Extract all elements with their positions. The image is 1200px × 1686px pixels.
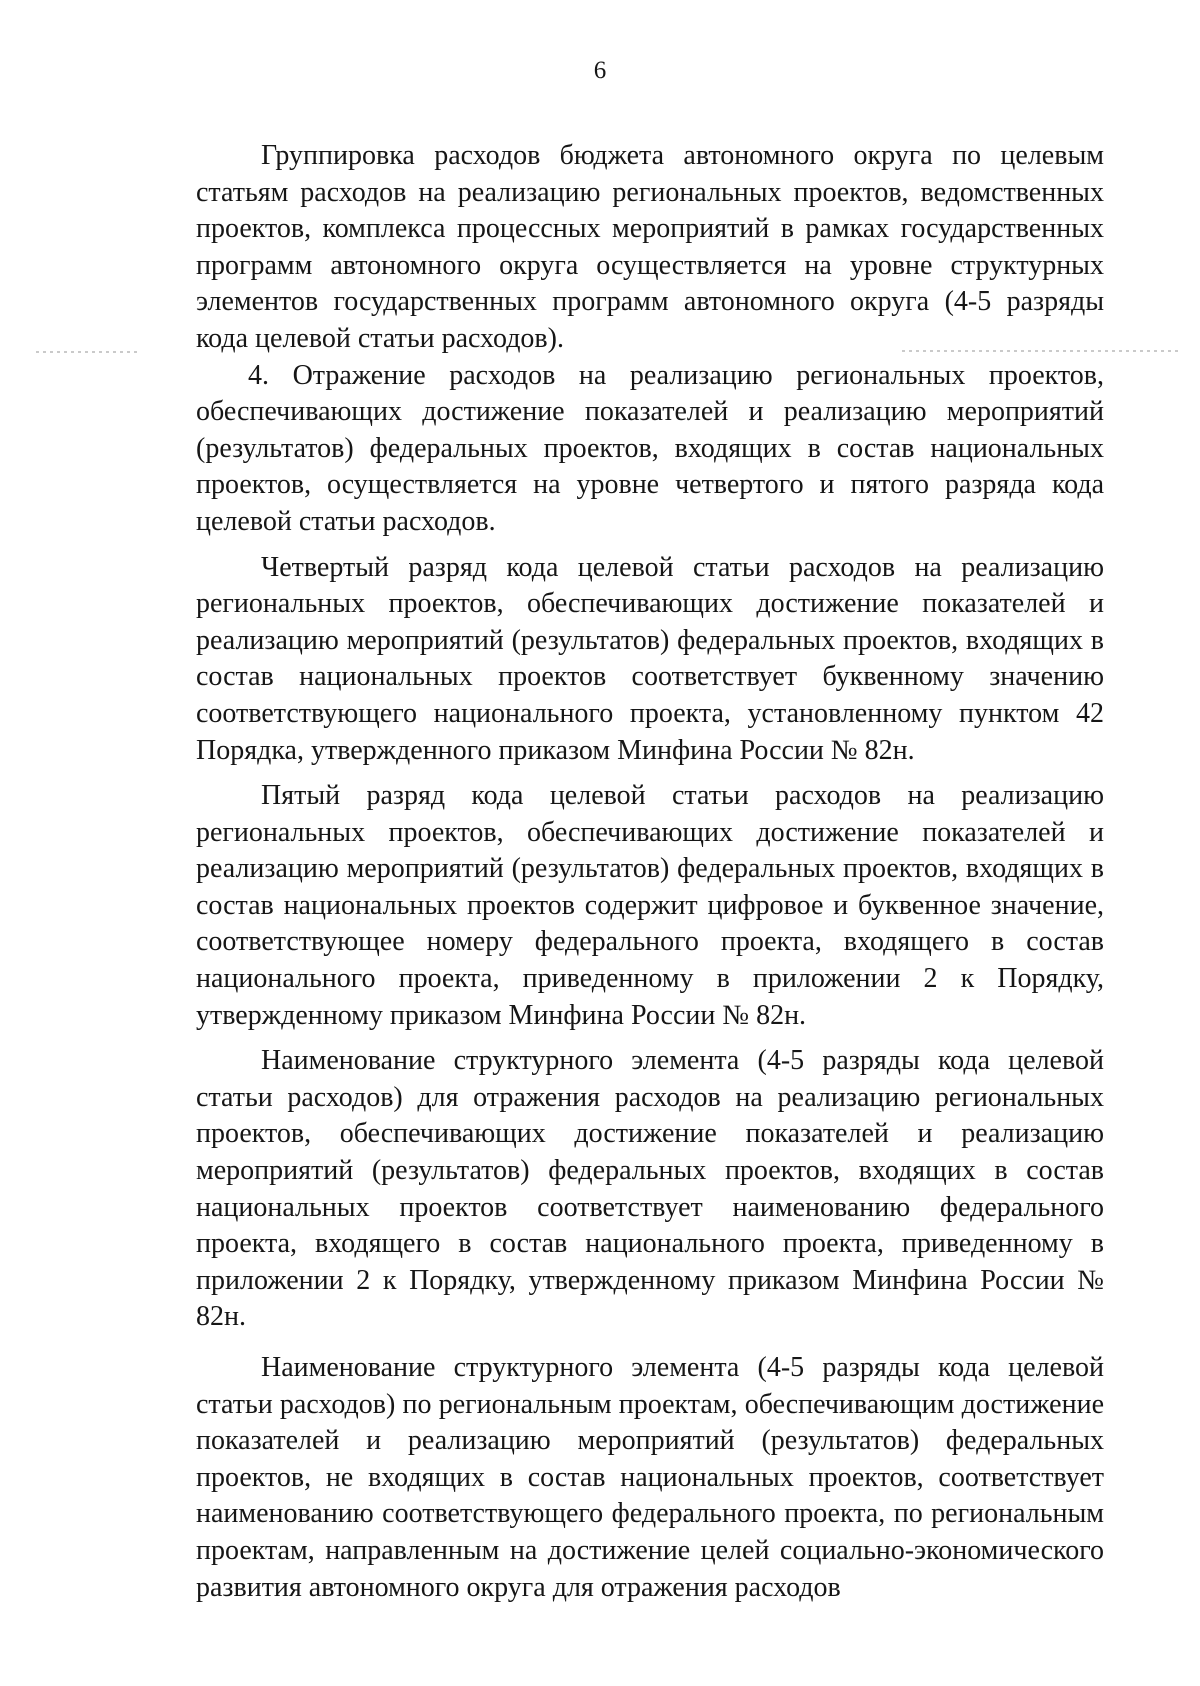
paragraph-element-name-federal: Наименование структурного элемента (4-5 разряды кода целевой статьи расходов) по региональным проектам, обеспечивающим достижение показателей и реализацию мероприятий (результатов) федеральных проектов, не входящих в состав национальных проектов, соответствует наименованию соответствующего федерального проекта, по региональным проектам, направленным на достижение целей социально-экономического развития автономного округа для отражения расходов bbox=[196, 1352, 1104, 1603]
paragraph-fifth-digit: Пятый разряд кода целевой статьи расходов на реализацию региональных проектов, обеспечивающих достижение показателей и реализацию мероприятий (результатов) федеральных проектов, входящих в состав национальных проектов содержит цифровое и буквенное значение, соответствующее номеру федерального проекта, входящего в состав национального проекта, приведенному в приложении 2 к Порядку, утвержденному приказом Минфина России № 82н. bbox=[196, 780, 1104, 1031]
document-body bbox=[196, 138, 1104, 1606]
scan-artifact-left bbox=[36, 351, 140, 353]
page-number: 6 bbox=[593, 57, 607, 84]
paragraph-item-4: 4. Отражение расходов на реализацию региональных проектов, обеспечивающих достижение показателей и реализацию мероприятий (результатов) федеральных проектов, входящих в состав национальных проектов, осуществляется на уровне четвертого и пятого разряда кода целевой статьи расходов. bbox=[196, 359, 1104, 537]
paragraph-element-name-national: Наименование структурного элемента (4-5 разряды кода целевой статьи расходов) для отражения расходов на реализацию региональных проектов, обеспечивающих достижение показателей и реализацию мероприятий (результатов) федеральных проектов, входящих в состав национальных проектов соответствует наименованию федерального проекта, входящего в состав национального проекта, приведенному в приложении 2 к Порядку, утвержденному приказом Минфина России № 82н. bbox=[196, 1045, 1104, 1333]
paragraph-fourth-digit: Четвертый разряд кода целевой статьи расходов на реализацию региональных проектов, обеспечивающих достижение показателей и реализацию мероприятий (результатов) федеральных проектов, входящих в состав национальных проектов соответствует буквенному значению соответствующего национального проекта, установленному пунктом 42 Порядка, утвержденного приказом Минфина России № 82н. bbox=[196, 551, 1104, 766]
paragraph-grouping-expenses: Группировка расходов бюджета автономного округа по целевым статьям расходов на реализацию региональных проектов, ведомственных проектов, комплекса процессных мероприятий в рамках государственных программ автономного округа осуществляется на уровне структурных элементов государственных программ автономного округа (4-5 разряды кода целевой статьи расходов). bbox=[196, 140, 1104, 354]
